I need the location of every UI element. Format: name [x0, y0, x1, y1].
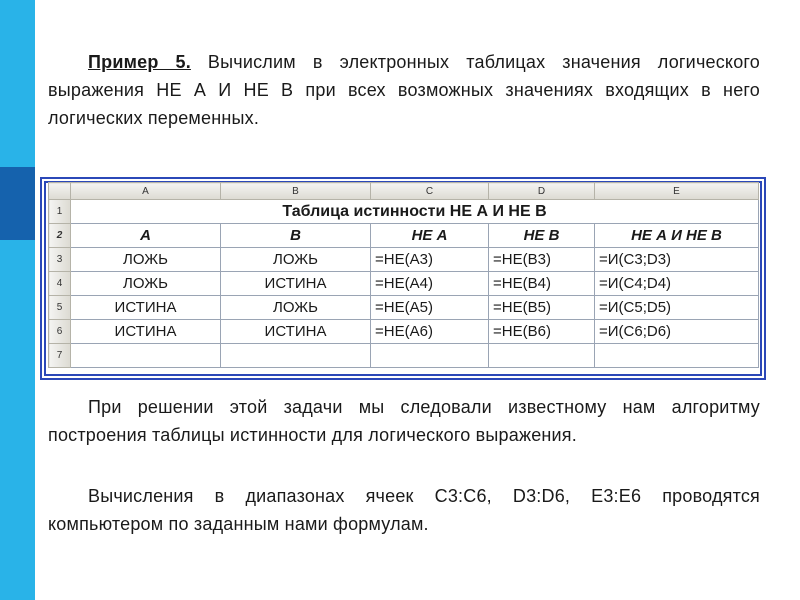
body-paragraph: Вычисления в диапазонах ячеек С3:С6, D3:D6, E3:E6 проводятся компьютером по заданным нами формулам. — [48, 486, 760, 534]
cell[interactable]: =И(С5;D5) — [595, 296, 759, 320]
intro-paragraph — [48, 48, 760, 132]
column-header-row — [49, 183, 759, 200]
table-row — [49, 344, 759, 368]
cell[interactable]: =НЕ(В3) — [489, 248, 595, 272]
table-row — [49, 320, 759, 344]
cell[interactable]: ИСТИНА — [221, 272, 371, 296]
cell[interactable]: =НЕ(А3) — [371, 248, 489, 272]
cell[interactable] — [71, 344, 221, 368]
header-cell[interactable]: НЕ А — [371, 224, 489, 248]
cell[interactable] — [221, 344, 371, 368]
cell[interactable]: =НЕ(В4) — [489, 272, 595, 296]
cell[interactable]: =НЕ(В6) — [489, 320, 595, 344]
corner-cell[interactable] — [49, 183, 71, 200]
cell[interactable]: =НЕ(А5) — [371, 296, 489, 320]
row-header[interactable]: 3 — [49, 248, 71, 272]
header-cell[interactable]: НЕ В — [489, 224, 595, 248]
column-header[interactable]: C — [371, 183, 489, 200]
cell[interactable]: ЛОЖЬ — [71, 248, 221, 272]
cell[interactable] — [371, 344, 489, 368]
side-bar-accent — [0, 167, 35, 240]
row-header[interactable]: 6 — [49, 320, 71, 344]
row-header[interactable]: 1 — [49, 200, 71, 224]
cell[interactable]: =НЕ(А6) — [371, 320, 489, 344]
cell[interactable]: =И(С4;D4) — [595, 272, 759, 296]
side-bar — [0, 0, 35, 600]
header-cell[interactable]: НЕ А И НЕ В — [595, 224, 759, 248]
header-cell[interactable]: B — [221, 224, 371, 248]
column-header[interactable]: B — [221, 183, 371, 200]
table-row — [49, 224, 759, 248]
cell[interactable]: =И(С6;D6) — [595, 320, 759, 344]
cell[interactable]: ИСТИНА — [221, 320, 371, 344]
row-header[interactable]: 4 — [49, 272, 71, 296]
column-header[interactable]: A — [71, 183, 221, 200]
table-title-cell[interactable]: Таблица истинности НЕ А И НЕ В — [71, 200, 759, 224]
table-row — [49, 248, 759, 272]
cell[interactable] — [489, 344, 595, 368]
cell[interactable] — [595, 344, 759, 368]
spreadsheet-grid — [48, 182, 759, 368]
column-header[interactable]: D — [489, 183, 595, 200]
row-header[interactable]: 2 — [49, 224, 71, 248]
cell[interactable]: =И(С3;D3) — [595, 248, 759, 272]
table-row — [49, 272, 759, 296]
cell[interactable]: ЛОЖЬ — [221, 296, 371, 320]
row-header[interactable]: 5 — [49, 296, 71, 320]
cell[interactable]: =НЕ(А4) — [371, 272, 489, 296]
table-row — [49, 200, 759, 224]
cell[interactable]: ИСТИНА — [71, 320, 221, 344]
spreadsheet — [48, 182, 758, 372]
body-paragraph: При решении этой задачи мы следовали известному нам алгоритму построения таблицы истинности для логического выражения. — [48, 397, 760, 445]
column-header[interactable]: E — [595, 183, 759, 200]
intro-text: Вычислим в электронных таблицах значения логического выражения НЕ А И НЕ В при всех возможных значениях входящих в него логических переменных. — [48, 52, 760, 128]
cell[interactable]: ЛОЖЬ — [221, 248, 371, 272]
cell[interactable]: ИСТИНА — [71, 296, 221, 320]
table-row — [49, 296, 759, 320]
example-label: Пример 5. — [88, 52, 191, 72]
header-cell[interactable]: A — [71, 224, 221, 248]
cell[interactable]: ЛОЖЬ — [71, 272, 221, 296]
cell[interactable]: =НЕ(В5) — [489, 296, 595, 320]
row-header[interactable]: 7 — [49, 344, 71, 368]
